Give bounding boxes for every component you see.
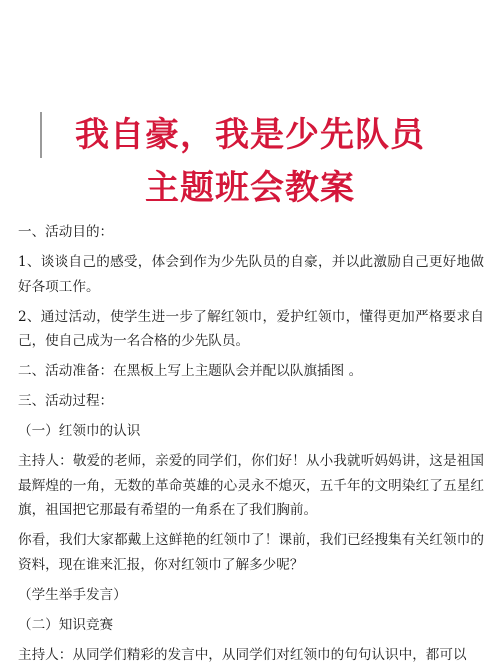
paragraph-goal-1: 1、谈谈自己的感受，体会到作为少先队员的自豪，并以此激励自己更好地做好各项工作。 bbox=[18, 250, 484, 299]
page-title-line-1: 我自豪，我是少先队员 bbox=[0, 113, 500, 157]
paragraph-host-question: 你看，我们大家都戴上这鲜艳的红领巾了！课前，我们已经搜集有关红领巾的资料，现在谁来汇报，你对红领巾了解多少呢？ bbox=[18, 528, 484, 577]
subheading-quiz: （二）知识竞赛 bbox=[18, 613, 484, 638]
page-title-line-2: 主题班会教案 bbox=[0, 166, 500, 210]
paragraph-host-intro: 主持人：敬爱的老师，亲爱的同学们，你们好！从小我就听妈妈讲，这是祖国最辉煌的一角，无数的革命英雄的心灵永不熄灭，五千年的文明染红了五星红旗，祖国把它那最有希望的一角系在了我们胸前。 bbox=[18, 449, 484, 523]
section-heading-prep: 二、活动准备：在黑板上写上主题队会并配以队旗插图 。 bbox=[18, 359, 484, 384]
paragraph-student-response: （学生举手发言） bbox=[18, 583, 484, 608]
paragraph-host-quiz: 主持人：从同学们精彩的发言中，从同学们对红领巾的句句认识中，都可以 bbox=[18, 643, 484, 667]
document-body bbox=[18, 220, 484, 667]
paragraph-goal-2: 2、通过活动，使学生进一步了解红领巾，爱护红领巾，懂得更加严格要求自己，使自己成为一名合格的少先队员。 bbox=[18, 305, 484, 354]
section-heading-process: 三、活动过程： bbox=[18, 389, 484, 414]
section-heading-goal: 一、活动目的： bbox=[18, 220, 484, 245]
subheading-red-scarf: （一）红领巾的认识 bbox=[18, 419, 484, 444]
